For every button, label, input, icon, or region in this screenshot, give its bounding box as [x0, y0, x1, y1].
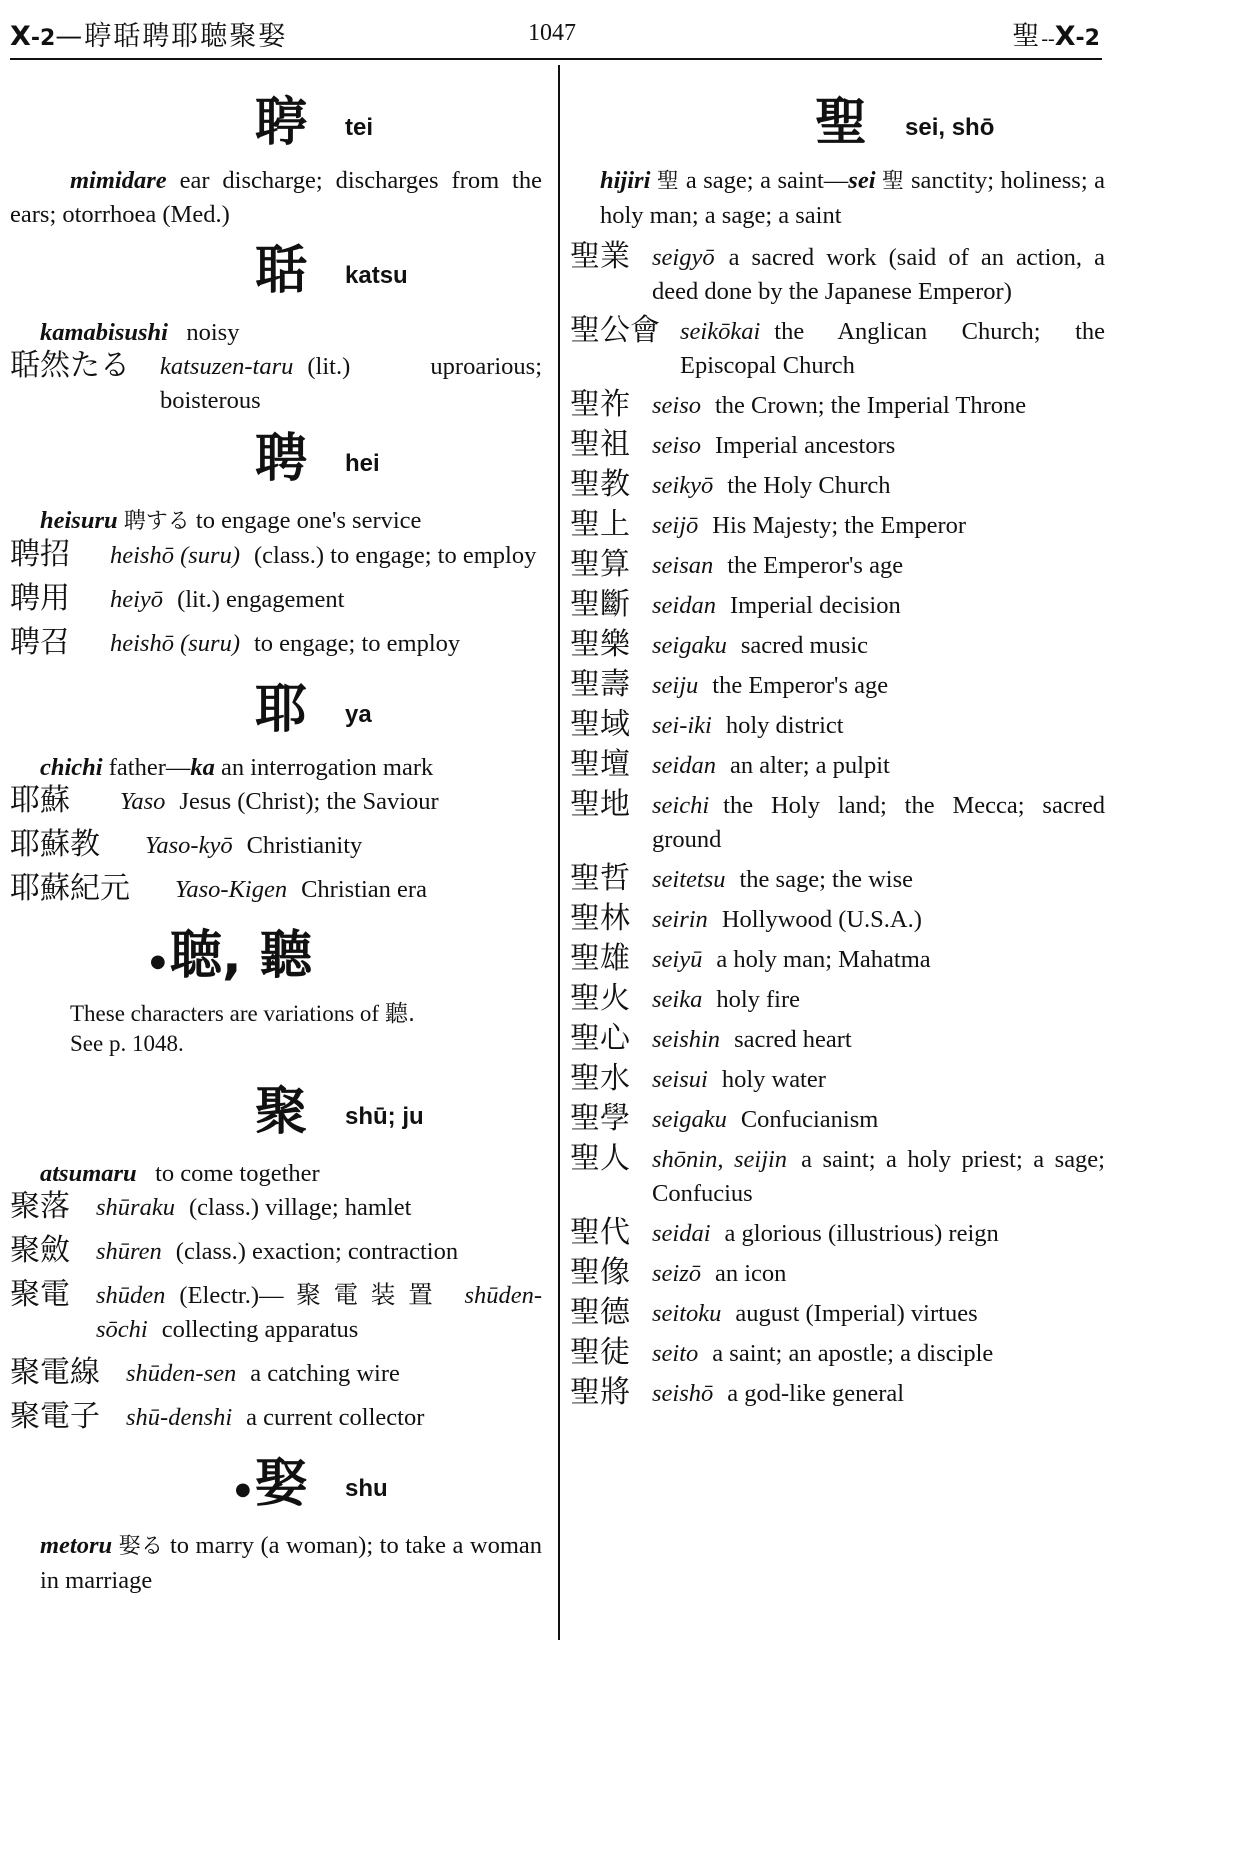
compound-romaji: seisan — [652, 552, 714, 579]
compound-definition: a saint; a holy priest; a sage; Confucius — [652, 1146, 1105, 1207]
compound-entry — [570, 469, 1105, 503]
compound-entry: 聚電子 shū-denshi a current collector — [10, 1399, 425, 1434]
compound-entry — [570, 629, 1105, 663]
compound-entry — [570, 549, 1105, 583]
definition-sei: hijiri 聖 a sage; a saint—sei 聖 sanctity; holiness; a holy man; a sage; a saint — [600, 167, 1106, 229]
compound-definition: the Holy Church — [727, 472, 891, 499]
compound-definition: Hollywood (U.S.A.) — [721, 906, 922, 933]
compound-entry — [570, 1023, 1105, 1057]
compound-romaji: seigaku — [652, 1106, 727, 1133]
compound-definition: Confucianism — [740, 1106, 879, 1133]
definition-shu2: metoru 娶る to marry (a woman); to take a woman in marriage — [40, 1532, 543, 1594]
definition-shu: atsumaru to come together — [40, 1160, 320, 1187]
headword-sei: 聖 sei, shō — [815, 93, 995, 153]
compound-romaji: seito — [652, 1340, 699, 1367]
compound-kanji: 聖地 — [570, 787, 630, 822]
header-left — [10, 14, 287, 53]
compound-entry: 聚電線 shūden-sen a catching wire — [10, 1355, 400, 1390]
headword-cho: ● 聴, 聽 — [150, 926, 312, 986]
compound-entry: 聘召 heishō (suru) to engage; to employ — [10, 625, 461, 660]
compound-entry — [570, 1143, 1105, 1211]
compound-entry — [570, 1103, 1105, 1137]
page-number: 1047 — [528, 20, 576, 46]
compound-kanji: 聖人 — [570, 1141, 630, 1176]
compound-romaji: sei-iki — [652, 712, 712, 739]
compound-kanji: 聖祚 — [570, 387, 630, 422]
compound-entry — [570, 241, 1105, 309]
compound-definition: the Emperor's age — [712, 672, 889, 699]
compound-romaji: seishō — [652, 1380, 714, 1407]
compound-definition: a sacred work (said of an action, a deed done by the Japanese Emperor) — [652, 244, 1105, 305]
compound-romaji: seisui — [652, 1066, 708, 1093]
compound-kanji: 聖壽 — [570, 667, 630, 702]
compound-definition: a saint; an apostle; a disciple — [712, 1340, 994, 1367]
compound-romaji: seishin — [652, 1026, 721, 1053]
headword-katsu: 聒 katsu — [255, 241, 408, 301]
compound-romaji: seirin — [652, 906, 708, 933]
compound-romaji: seigyō — [652, 244, 715, 271]
compound-kanji: 聖水 — [570, 1061, 630, 1096]
headword-shu2: ● 娶 shu — [235, 1454, 388, 1514]
compound-kanji: 聖公會 — [570, 313, 660, 348]
compound-definition: an icon — [715, 1260, 787, 1287]
compound-definition: holy district — [725, 712, 844, 739]
compound-entry — [570, 1257, 1105, 1291]
compound-kanji: 聖祖 — [570, 427, 630, 462]
compound-romaji: seizō — [652, 1260, 701, 1287]
definition-hei: heisuru 聘する to engage one's service — [40, 507, 422, 534]
compound-entry — [570, 389, 1105, 423]
compound-definition: holy fire — [716, 986, 801, 1013]
compound-kanji: 聖壇 — [570, 747, 630, 782]
compound-romaji: seitoku — [652, 1300, 722, 1327]
compound-entry — [570, 429, 1105, 463]
definition-ya: chichi father—ka an interrogation mark — [40, 754, 434, 781]
compound-entry — [570, 789, 1105, 857]
compound-definition: Imperial decision — [729, 592, 901, 619]
compound-entry — [570, 1377, 1105, 1411]
definition-tei: mimidare ear discharge; discharges from the ears; otorrhoea (Med.) — [10, 167, 542, 228]
compound-entry: 聘招 heishō (suru) (class.) to engage; to employ — [10, 537, 537, 572]
compound-kanji: 聖心 — [570, 1021, 630, 1056]
compound-entry — [570, 1297, 1105, 1331]
compound-definition: the Anglican Church; the Episcopal Church — [680, 318, 1105, 379]
compound-kanji: 聖代 — [570, 1215, 630, 1250]
compound-entry — [570, 315, 1105, 383]
compound-definition: an alter; a pulpit — [729, 752, 890, 779]
page-header — [0, 6, 1238, 58]
compound-entry — [570, 669, 1105, 703]
compound-entry: 聘用 heiyō (lit.) engagement — [10, 581, 345, 616]
compound-definition: sacred heart — [734, 1026, 852, 1053]
compound-kanji: 聖學 — [570, 1101, 630, 1136]
compound-romaji: seiyū — [652, 946, 703, 973]
compound-entry: 聚電 shūden (Electr.)—聚電装置 shūden-sōchi collecting apparatus — [10, 1277, 543, 1343]
column-divider — [558, 65, 560, 1640]
compound-kanji: 聖德 — [570, 1295, 630, 1330]
compound-romaji: seijō — [652, 512, 699, 539]
definition-katsu: kamabisushi noisy — [40, 319, 240, 346]
compound-entry: 耶蘇 Yaso Jesus (Christ); the Saviour — [10, 783, 439, 818]
compound-entry: 聒然たる katsuzen-taru (lit.) uproarious; boisterous — [10, 348, 542, 414]
right-column — [570, 92, 1105, 1417]
compound-kanji: 聖教 — [570, 467, 630, 502]
compound-kanji: 聖業 — [570, 239, 630, 274]
compound-entry — [570, 1063, 1105, 1097]
compound-romaji: seiso — [652, 432, 701, 459]
compound-romaji: seitetsu — [652, 866, 726, 893]
compound-definition: the sage; the wise — [739, 866, 913, 893]
header-kanji-range: —聤聒聘耶聴聚娶 — [55, 21, 288, 52]
compound-romaji: seidai — [652, 1220, 711, 1247]
compound-entry — [570, 983, 1105, 1017]
compound-kanji: 聖將 — [570, 1375, 630, 1410]
compound-entry — [570, 709, 1105, 743]
compound-kanji: 聖算 — [570, 547, 630, 582]
compound-definition: holy water — [721, 1066, 826, 1093]
compound-definition: Imperial ancestors — [715, 432, 896, 459]
compound-kanji: 聖樂 — [570, 627, 630, 662]
compound-entry — [570, 1217, 1105, 1251]
compound-entry — [570, 1337, 1105, 1371]
compound-entry — [570, 903, 1105, 937]
compound-definition: a glorious (illustrious) reign — [724, 1220, 999, 1247]
compound-definition: the Holy land; the Mecca; sacred ground — [652, 792, 1105, 853]
compound-entry — [570, 589, 1105, 623]
compound-kanji: 聖哲 — [570, 861, 630, 896]
compound-entry — [570, 943, 1105, 977]
compound-kanji: 聖徒 — [570, 1335, 630, 1370]
compound-romaji: seigaku — [652, 632, 727, 659]
compound-entry — [570, 749, 1105, 783]
compound-definition: august (Imperial) virtues — [735, 1300, 978, 1327]
compound-entry: 耶蘇教 Yaso-kyō Christianity — [10, 827, 363, 862]
headword-shu: 聚 shū; ju — [255, 1082, 424, 1142]
compound-romaji: seidan — [652, 592, 716, 619]
compound-romaji: seikyō — [652, 472, 714, 499]
variant-note: These characters are variations of 聽. See p. 1048. — [70, 1001, 416, 1056]
headword-ya: 耶 ya — [255, 680, 372, 740]
compound-romaji: seika — [652, 986, 703, 1013]
headword-hei: 聘 hei — [255, 429, 380, 489]
compound-entry: 聚落 shūraku (class.) village; hamlet — [10, 1189, 412, 1224]
compound-definition: a holy man; Mahatma — [716, 946, 931, 973]
compound-kanji: 聖林 — [570, 901, 630, 936]
compound-entry: 耶蘇紀元 Yaso-Kigen Christian era — [10, 871, 427, 906]
compound-romaji: seichi — [652, 792, 710, 819]
compound-entry-list — [570, 241, 1105, 1411]
compound-kanji: 聖像 — [570, 1255, 630, 1290]
compound-kanji: 聖域 — [570, 707, 630, 742]
compound-kanji: 聖火 — [570, 981, 630, 1016]
compound-entry — [570, 509, 1105, 543]
compound-kanji: 聖斷 — [570, 587, 630, 622]
compound-definition: the Crown; the Imperial Throne — [715, 392, 1027, 419]
compound-definition: the Emperor's age — [727, 552, 904, 579]
compound-romaji: seidan — [652, 752, 716, 779]
headword-tei: 聤 tei — [255, 93, 374, 153]
compound-definition: sacred music — [740, 632, 869, 659]
compound-romaji: seiju — [652, 672, 699, 699]
header-rule — [10, 58, 1102, 60]
header-section-code: X-2 — [10, 21, 56, 52]
left-column — [10, 92, 542, 1598]
compound-kanji: 聖雄 — [570, 941, 630, 976]
compound-definition: His Majesty; the Emperor — [712, 512, 967, 539]
compound-kanji: 聖上 — [570, 507, 630, 542]
compound-definition: a god-like general — [727, 1380, 905, 1407]
compound-romaji: seiso — [652, 392, 701, 419]
compound-entry: 聚斂 shūren (class.) exaction; contraction — [10, 1233, 459, 1268]
compound-entry — [570, 863, 1105, 897]
header-right: 聖--X-2 — [1012, 21, 1100, 52]
compound-romaji: seikōkai — [680, 318, 761, 345]
compound-romaji: shōnin, seijin — [652, 1146, 788, 1173]
